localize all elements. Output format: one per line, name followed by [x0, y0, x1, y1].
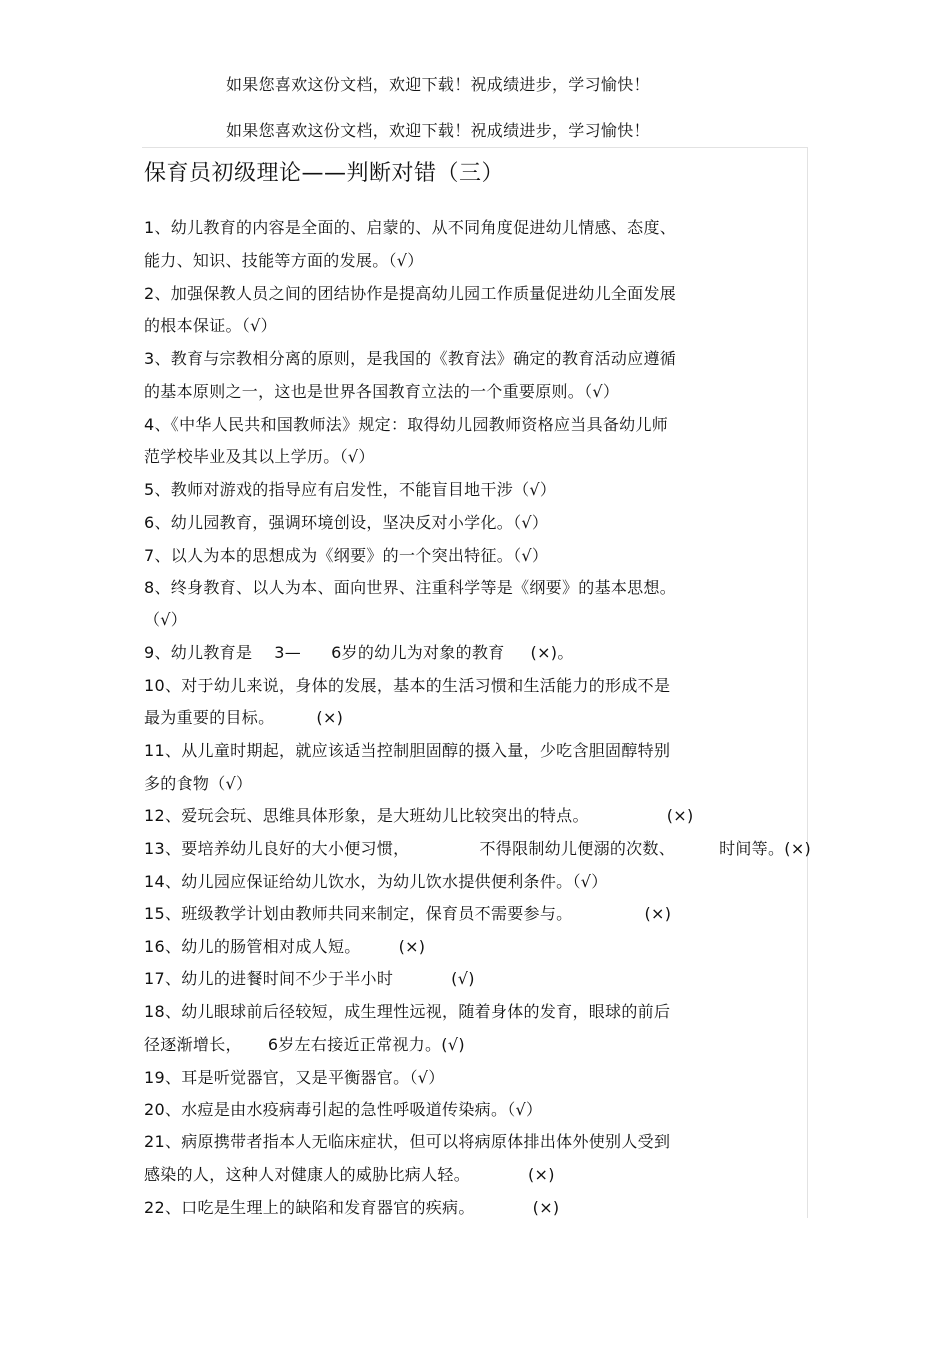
question-text: 20、水痘是由水疫病毒引起的急性呼吸道传染病。（√） [144, 1100, 543, 1119]
question-text: 8、终身教育、以人为本、面向世界、注重科学等是《纲要》的基本思想。 [144, 578, 677, 597]
question-line [144, 774, 252, 794]
question-line [144, 1068, 445, 1088]
question-text: 6、幼儿园教育，强调环境创设，坚决反对小学化。（√） [144, 513, 549, 532]
question-text: 感染的人，这种人对健康人的威胁比病人轻。 [144, 1165, 471, 1184]
question-text: 18、幼儿眼球前后径较短，成生理性远视，随着身体的发育，眼球的前后 [144, 1002, 671, 1021]
question-line [144, 1035, 465, 1055]
question-text: 能力、知识、技能等方面的发展。（√） [144, 251, 424, 270]
question-line [144, 937, 425, 957]
question-text: 11、从儿童时期起，就应该适当控制胆固醇的摄入量，少吃含胆固醇特别 [144, 741, 671, 760]
question-line [144, 904, 671, 924]
question-text: 9、幼儿教育是 [144, 643, 253, 662]
question-line [144, 1165, 555, 1185]
question-text: 2、加强保教人员之间的团结协作是提高幼儿园工作质量促进幼儿全面发展 [144, 284, 677, 303]
question-line [144, 382, 619, 402]
question-text: 的根本保证。（√） [144, 316, 277, 335]
question-text: 4、《中华人民共和国教师法》规定：取得幼儿园教师资格应当具备幼儿师 [144, 415, 669, 434]
question-text: 13、要培养幼儿良好的大小便习惯， [144, 839, 410, 858]
question-line [144, 872, 608, 892]
question-text: 22、口吃是生理上的缺陷和发育器官的疾病。 [144, 1198, 475, 1217]
question-line [144, 578, 676, 598]
question-segment: 6岁的幼儿为对象的教育 [331, 643, 505, 662]
question-segment: (×) [532, 1198, 560, 1217]
question-text: 最为重要的目标。 [144, 708, 275, 727]
question-line [144, 610, 187, 630]
question-segment: (×) [316, 708, 344, 727]
question-line [144, 480, 556, 500]
question-text: 的基本原则之一，这也是世界各国教育立法的一个重要原则。（√） [144, 382, 620, 401]
question-line [144, 643, 574, 663]
question-segment: (×)。 [530, 643, 574, 662]
question-text: 21、病原携带者指本人无临床症状，但可以将病原体排出体外使别人受到 [144, 1132, 671, 1151]
question-text: 5、教师对游戏的指导应有启发性，不能盲目地干涉（√） [144, 480, 557, 499]
question-segment: (×) [644, 904, 672, 923]
question-line [144, 806, 694, 826]
question-segment: (×) [666, 806, 694, 825]
question-line [144, 415, 668, 435]
question-line [144, 546, 548, 566]
question-line [144, 447, 375, 467]
question-text: 3、教育与宗教相分离的原则，是我国的《教育法》确定的教育活动应遵循 [144, 349, 677, 368]
question-text: 16、幼儿的肠管相对成人短。 [144, 937, 361, 956]
question-line [144, 969, 475, 989]
question-text: 15、班级教学计划由教师共同来制定，保育员不需要参与。 [144, 904, 573, 923]
question-line [144, 218, 676, 238]
question-segment: 3— [274, 643, 302, 662]
question-text: 19、耳是听觉器官，又是平衡器官。（√） [144, 1068, 445, 1087]
question-segment: (×) [528, 1165, 555, 1184]
question-line [144, 1198, 559, 1218]
question-line [144, 676, 670, 696]
question-text: 范学校毕业及其以上学历。（√） [144, 447, 375, 466]
question-line [144, 513, 548, 533]
question-segment: 不得限制幼儿便溺的次数、 [479, 839, 676, 858]
question-text: （√） [144, 610, 188, 629]
question-segment: 6岁左右接近正常视力。(√) [267, 1035, 465, 1054]
question-line [144, 251, 424, 271]
question-line [144, 349, 676, 369]
document-title: 保育员初级理论——判断对错（三） [144, 161, 505, 186]
question-line [144, 839, 811, 859]
download-banner-line-1: 如果您喜欢这份文档，欢迎下载！祝成绩进步，学习愉快！ [226, 75, 650, 94]
question-text: 7、以人为本的思想成为《纲要》的一个突出特征。（√） [144, 546, 549, 565]
question-segment: 时间等。(×) [719, 839, 812, 858]
question-line [144, 1132, 670, 1152]
question-text: 径逐渐增长， [144, 1035, 242, 1054]
question-line [144, 316, 277, 336]
question-text: 17、幼儿的进餐时间不少于半小时 [144, 969, 394, 988]
question-line [144, 708, 343, 728]
question-line [144, 1100, 542, 1120]
download-banner-line-2: 如果您喜欢这份文档，欢迎下载！祝成绩进步，学习愉快！ [226, 121, 650, 140]
question-segment: (×) [398, 937, 426, 956]
question-line [144, 284, 676, 304]
question-line [144, 741, 670, 761]
question-text: 多的食物（√） [144, 774, 253, 793]
question-segment: (√) [451, 969, 475, 988]
question-line [144, 1002, 670, 1022]
question-text: 10、对于幼儿来说，身体的发展，基本的生活习惯和生活能力的形成不是 [144, 676, 671, 695]
question-text: 12、爱玩会玩、思维具体形象，是大班幼儿比较突出的特点。 [144, 806, 589, 825]
question-text: 14、幼儿园应保证给幼儿饮水，为幼儿饮水提供便利条件。（√） [144, 872, 608, 891]
question-text: 1、幼儿教育的内容是全面的、启蒙的、从不同角度促进幼儿情感、态度、 [144, 218, 677, 237]
